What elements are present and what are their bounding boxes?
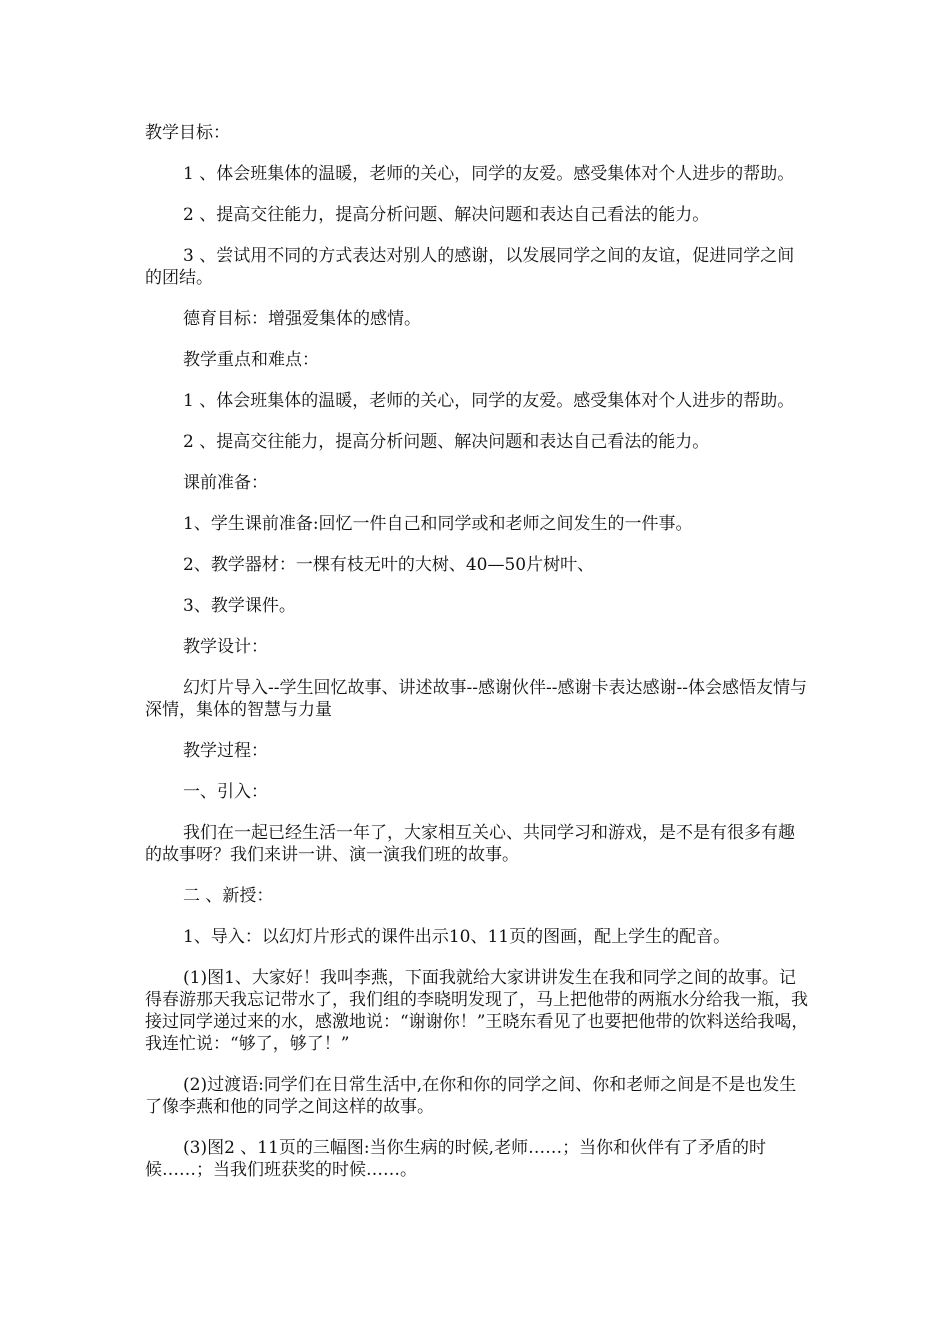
section-introduction: 一、引入： (183, 782, 268, 802)
preparation-item-2: 2、教学器材：一棵有枝无叶的大树、40—50片树叶、 (183, 555, 595, 575)
key-point-1: 1 、体会班集体的温暖，老师的关心，同学的友爱。感受集体对个人进步的帮助。 (183, 391, 795, 411)
goal-item-2: 2 、提高交往能力，提高分析问题、解决问题和表达自己看法的能力。 (183, 205, 710, 225)
goal-item-1: 1 、体会班集体的温暖，老师的关心，同学的友爱。感受集体对个人进步的帮助。 (183, 164, 795, 184)
heading-teaching-process: 教学过程： (183, 741, 268, 761)
heading-key-points: 教学重点和难点： (183, 350, 319, 370)
teaching-design-text: 幻灯片导入--学生回忆故事、讲述故事--感谢伙伴--感谢卡表达感谢--体会感悟友情与深情，集体的智慧与力量 (145, 678, 807, 720)
document-body (145, 122, 810, 1200)
heading-teaching-goals: 教学目标： (145, 123, 230, 143)
story-paragraph-1: (1)图1、大家好！我叫李燕，下面我就给大家讲讲发生在我和同学之间的故事。记得春游那天我忘记带水了，我们组的李晓明发现了，马上把他带的两瓶水分给我一瓶，我接过同学递过来的水，感激地说：“谢谢你！”王晓东看见了也要把他带的饮料送给我喝，我连忙说：“够了，够了！” (145, 968, 809, 1054)
preparation-item-1: 1、学生课前准备:回忆一件自己和同学或和老师之间发生的一件事。 (183, 514, 693, 534)
introduction-text: 我们在一起已经生活一年了，大家相互关心、共同学习和游戏，是不是有很多有趣的故事呀？我们来讲一讲、演一演我们班的故事。 (145, 823, 795, 865)
section-new-lesson: 二 、新授： (183, 886, 274, 906)
key-point-2: 2 、提高交往能力，提高分析问题、解决问题和表达自己看法的能力。 (183, 432, 710, 452)
figure-paragraph-3: (3)图2 、11页的三幅图:当你生病的时候,老师……；当你和伙伴有了矛盾的时候……；当我们班获奖的时候……。 (145, 1138, 767, 1180)
new-lesson-step-1: 1、导入：以幻灯片形式的课件出示10、11页的图画，配上学生的配音。 (183, 927, 731, 947)
goal-item-3: 3 、尝试用不同的方式表达对别人的感谢，以发展同学之间的友谊，促进同学之间的团结。 (145, 246, 795, 288)
moral-goal: 德育目标：增强爱集体的感情。 (183, 309, 421, 329)
preparation-item-3: 3、教学课件。 (183, 596, 296, 616)
heading-preparation: 课前准备： (183, 473, 268, 493)
heading-teaching-design: 教学设计： (183, 637, 268, 657)
transition-paragraph-2: (2)过渡语:同学们在日常生活中,在你和你的同学之间、你和老师之间是不是也发生了像李燕和他的同学之间这样的故事。 (145, 1075, 797, 1117)
